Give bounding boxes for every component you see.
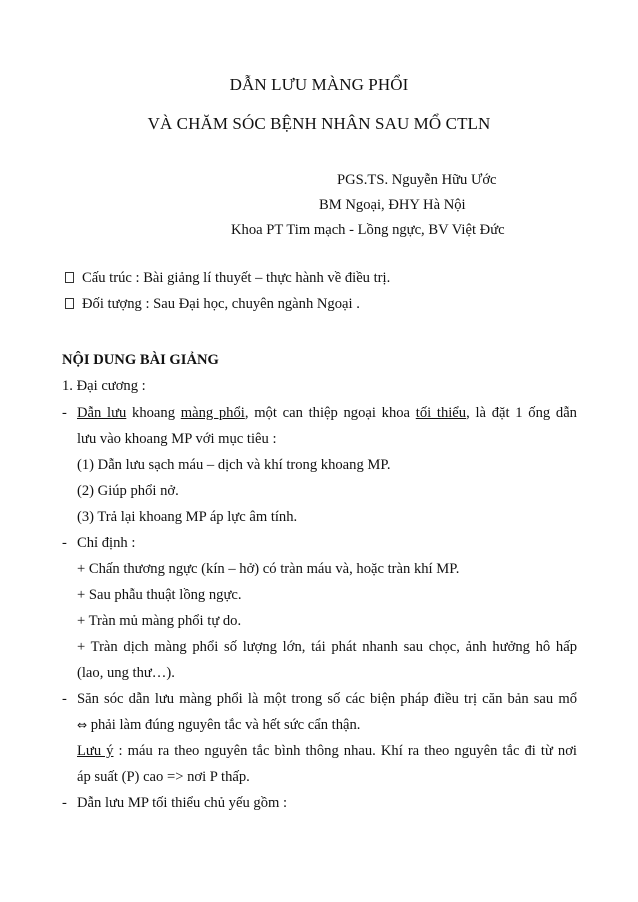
goal-2: (2) Giúp phổi nở. xyxy=(77,483,179,499)
double-arrow-icon: ⇔ xyxy=(77,718,88,732)
p1-line2: lưu vào khoang MP với mục tiêu : xyxy=(77,431,277,447)
author-name: PGS.TS. Nguyễn Hữu Ước xyxy=(337,172,497,188)
section-1-heading: 1. Đại cương : xyxy=(62,378,146,394)
info-structure xyxy=(65,270,390,287)
bullet-box-icon xyxy=(65,298,74,309)
p3-line2-text: phải làm đúng nguyên tắc và hết sức cẩn thận. xyxy=(87,717,361,733)
indication-2: + Sau phẫu thuật lồng ngực. xyxy=(77,587,242,603)
p1-text-a: khoang xyxy=(126,405,181,421)
document-title-line2: VÀ CHĂM SÓC BỆNH NHÂN SAU MỔ CTLN xyxy=(147,114,491,133)
p4-line: Dẫn lưu MP tối thiểu chủ yếu gồm : xyxy=(77,795,288,811)
term-mang-phoi: màng phổi xyxy=(180,405,245,421)
author-department: BM Ngoại, ĐHY Hà Nội xyxy=(319,197,466,213)
indication-label: Chỉ định : xyxy=(77,535,136,551)
bullet-box-icon xyxy=(65,272,74,283)
note-line2: áp suất (P) cao => nơi P thấp. xyxy=(77,769,250,785)
note-text: : máu ra theo nguyên tắc bình thông nhau. Khí ra theo nguyên tắc đi từ nơi xyxy=(113,743,577,759)
dash-marker: - xyxy=(62,535,67,551)
note-label: Lưu ý xyxy=(77,743,114,759)
dash-marker: - xyxy=(62,405,67,421)
content-heading: NỘI DUNG BÀI GIẢNG xyxy=(62,352,219,368)
p3-line2 xyxy=(77,717,360,734)
p1-text-b: , một can thiệp ngoại khoa xyxy=(244,405,416,421)
info-audience xyxy=(65,296,360,313)
info-structure-text: Cấu trúc : Bài giảng lí thuyết – thực hành về điều trị. xyxy=(82,270,391,286)
indication-4-line1: + Tràn dịch màng phổi số lượng lớn, tái phát nhanh sau chọc, ảnh hưởng hô hấp xyxy=(77,639,577,655)
indication-3: + Tràn mủ màng phổi tự do. xyxy=(77,613,242,629)
author-unit: Khoa PT Tim mạch - Lồng ngực, BV Việt Đức xyxy=(231,222,505,238)
dash-marker: - xyxy=(62,795,67,811)
p1-line1 xyxy=(77,405,577,422)
info-audience-text: Đối tượng : Sau Đại học, chuyên ngành Ngoại . xyxy=(82,296,360,312)
p3-line1: Săn sóc dẫn lưu màng phổi là một trong số các biện pháp điều trị căn bản sau mổ xyxy=(77,691,577,707)
goal-3: (3) Trả lại khoang MP áp lực âm tính. xyxy=(77,509,298,525)
document-title-line1: DẪN LƯU MÀNG PHỔI xyxy=(229,75,409,94)
indication-1: + Chấn thương ngực (kín – hở) có tràn máu và, hoặc tràn khí MP. xyxy=(77,561,460,577)
term-dan-luu: Dẫn lưu xyxy=(77,405,127,421)
goal-1: (1) Dẫn lưu sạch máu – dịch và khí trong khoang MP. xyxy=(77,457,391,473)
indication-4-line2: (lao, ung thư…). xyxy=(77,665,175,681)
dash-marker: - xyxy=(62,691,67,707)
note-line1 xyxy=(77,743,577,760)
p1-text-c: , là đặt 1 ống dẫn xyxy=(466,405,577,421)
term-toi-thieu: tối thiểu xyxy=(415,405,467,421)
